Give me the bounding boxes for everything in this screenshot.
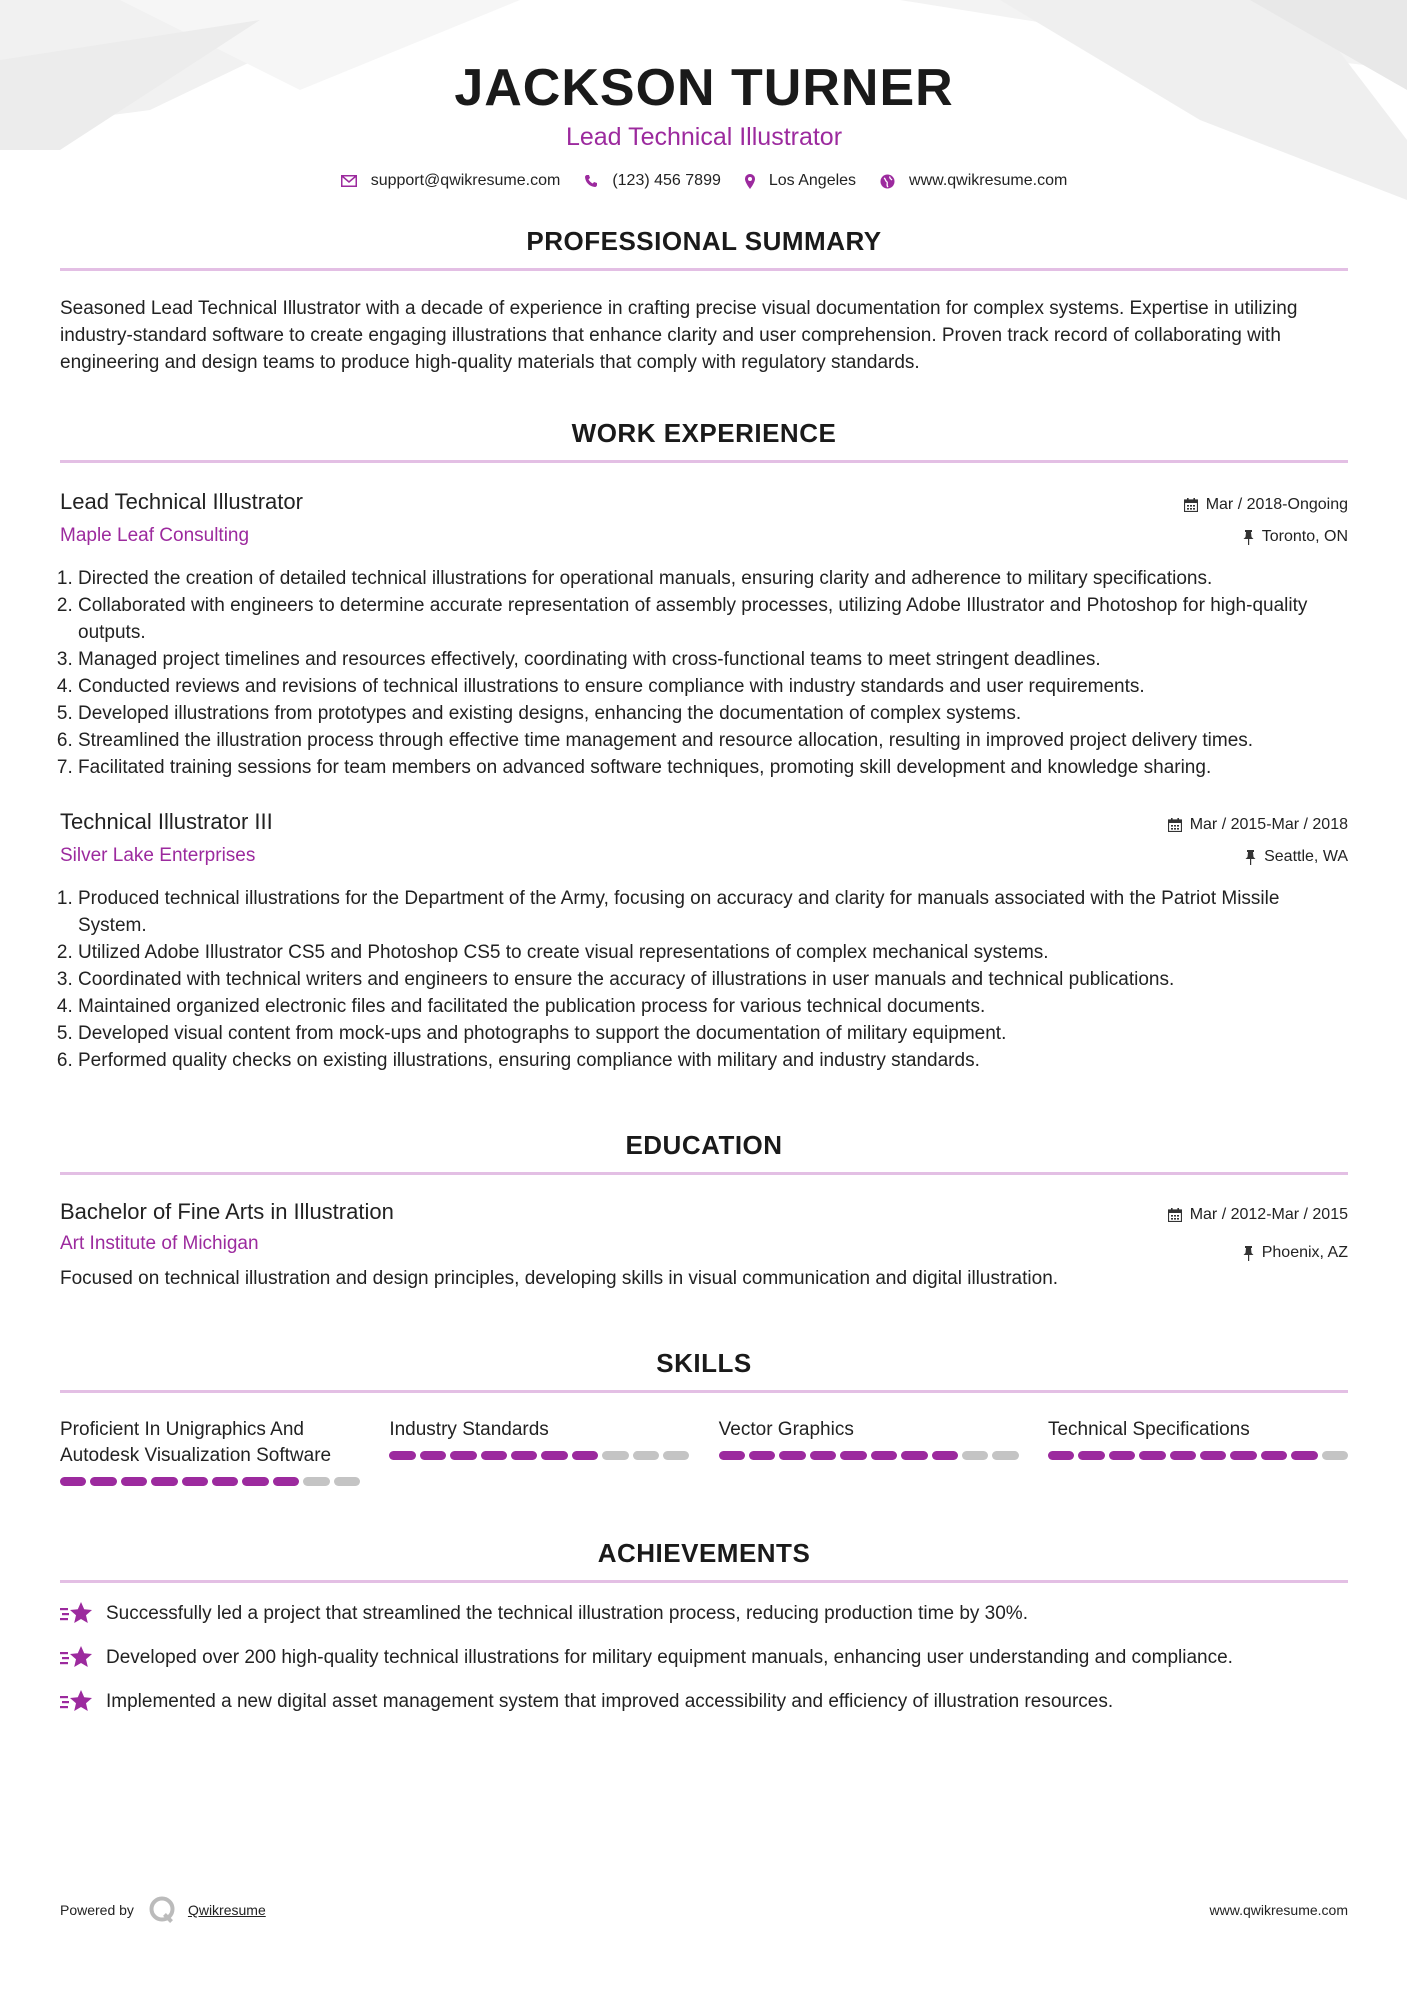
skill-item	[389, 1417, 689, 1486]
skill-name: Proficient In Unigraphics And Autodesk Visualization Software	[60, 1419, 332, 1466]
job-entry	[60, 487, 1348, 781]
qwikresume-link[interactable]: Qwikresume	[187, 1902, 266, 1918]
skill-name: Vector Graphics	[718, 1419, 854, 1440]
section-divider	[60, 1390, 1348, 1393]
section-title-skills: SKILLS	[656, 1348, 752, 1378]
work-section	[60, 418, 1348, 1074]
skill-dot-filled	[212, 1477, 238, 1486]
job-location: Seattle, WA	[1264, 848, 1348, 865]
achievements-section	[60, 1538, 1348, 1715]
resume-page	[60, 0, 1348, 1715]
school-name: Art Institute of Michigan	[60, 1233, 259, 1254]
skill-dot-filled	[1078, 1451, 1104, 1460]
skill-dot-filled	[511, 1451, 537, 1460]
skill-dot-empty	[334, 1477, 360, 1486]
section-divider	[60, 1580, 1348, 1583]
skill-dot-empty	[962, 1451, 988, 1460]
skill-dot-empty	[303, 1477, 329, 1486]
list-item: 3. Coordinated with technical writers and engineers to ensure the accuracy of illustrations in user manuals and technical publications.	[78, 966, 1348, 993]
job-dates: Mar / 2018-Ongoing	[1205, 496, 1348, 513]
list-item: 3. Managed project timelines and resources effectively, coordinating with cross-functional teams to meet stringent deadlines.	[78, 646, 1348, 673]
section-title-achievements: ACHIEVEMENTS	[597, 1538, 811, 1568]
skill-dot-filled	[242, 1477, 268, 1486]
summary-text: Seasoned Lead Technical Illustrator with a decade of experience in crafting precise visual documentation for complex systems. Expertise in utilizing industry-standard software to create engaging illustrations that enhance clarity and user comprehension. Proven track record of collaborating with engineering and design teams to produce high-quality materials that comply with regulatory standards.	[60, 298, 1298, 373]
section-title-work: WORK EXPERIENCE	[571, 418, 837, 448]
job-role: Technical Illustrator III	[60, 809, 273, 834]
list-item: 4. Conducted reviews and revisions of technical illustrations to ensure compliance with industry standards and user requirements.	[78, 673, 1348, 700]
calendar-icon	[1168, 818, 1182, 832]
envelope-icon	[341, 175, 357, 187]
education-section	[60, 1130, 1348, 1292]
list-item: 1. Directed the creation of detailed technical illustrations for operational manuals, ensuring clarity and adherence to military specifications.	[78, 565, 1348, 592]
resume-header	[60, 0, 1348, 190]
skill-rating	[389, 1451, 689, 1460]
star-badge-icon	[60, 1601, 94, 1627]
contact-email[interactable]	[341, 172, 561, 190]
job-bullet-list	[60, 565, 1348, 781]
skill-dot-filled	[90, 1477, 116, 1486]
skill-dot-filled	[273, 1477, 299, 1486]
summary-section	[60, 226, 1348, 376]
contact-location	[745, 172, 856, 190]
achievement-item	[60, 1644, 1348, 1671]
section-title-summary: PROFESSIONAL SUMMARY	[526, 226, 882, 256]
contact-bar	[60, 172, 1348, 190]
star-badge-icon	[60, 1645, 94, 1671]
map-pin-icon	[745, 174, 755, 189]
skill-dot-filled	[1230, 1451, 1256, 1460]
skill-dot-filled	[840, 1451, 866, 1460]
education-description: Focused on technical illustration and design principles, developing skills in visual communication and digital illustration.	[60, 1268, 1059, 1289]
job-entry	[60, 807, 1348, 1074]
qwikresume-logo-icon	[148, 1895, 178, 1925]
skill-item	[1048, 1417, 1348, 1486]
skills-grid	[60, 1417, 1348, 1486]
list-item: 2. Utilized Adobe Illustrator CS5 and Photoshop CS5 to create visual representations of complex mechanical systems.	[78, 939, 1348, 966]
skill-dot-filled	[1109, 1451, 1135, 1460]
skill-name: Technical Specifications	[1047, 1419, 1250, 1440]
skill-dot-filled	[572, 1451, 598, 1460]
phone-text: (123) 456 7899	[612, 172, 721, 189]
skill-dot-filled	[810, 1451, 836, 1460]
contact-website[interactable]	[880, 172, 1067, 190]
skill-dot-filled	[719, 1451, 745, 1460]
skill-dot-filled	[1139, 1451, 1165, 1460]
pushpin-icon	[1245, 850, 1256, 865]
section-divider	[60, 268, 1348, 271]
skill-dot-filled	[932, 1451, 958, 1460]
skill-dot-empty	[663, 1451, 689, 1460]
skill-dot-filled	[1048, 1451, 1074, 1460]
section-divider	[60, 460, 1348, 463]
pushpin-icon	[1243, 530, 1254, 545]
section-divider	[60, 1172, 1348, 1175]
page-footer	[60, 1895, 1348, 1925]
skill-dot-filled	[182, 1477, 208, 1486]
list-item: 1. Produced technical illustrations for the Department of the Army, focusing on accuracy and clarity for manuals associated with the Patriot Missile System.	[78, 885, 1348, 939]
degree-name: Bachelor of Fine Arts in Illustration	[60, 1199, 394, 1224]
skill-dot-filled	[481, 1451, 507, 1460]
skill-item	[60, 1417, 360, 1486]
education-dates: Mar / 2012-Mar / 2015	[1189, 1206, 1348, 1223]
education-location: Phoenix, AZ	[1261, 1244, 1348, 1261]
list-item: 6. Performed quality checks on existing illustrations, ensuring compliance with military and industry standards.	[78, 1047, 1348, 1074]
job-role: Lead Technical Illustrator	[60, 489, 303, 514]
job-company: Maple Leaf Consulting	[60, 525, 250, 546]
skill-dot-filled	[871, 1451, 897, 1460]
powered-by-label: Powered by	[60, 1902, 134, 1918]
candidate-name: JACKSON TURNER	[454, 59, 954, 117]
skill-rating	[60, 1477, 360, 1486]
star-badge-icon	[60, 1689, 94, 1715]
email-text: support@qwikresume.com	[370, 172, 561, 189]
education-entry	[60, 1197, 1348, 1292]
globe-icon	[880, 174, 895, 189]
skill-dot-filled	[541, 1451, 567, 1460]
list-item: 4. Maintained organized electronic files and facilitated the publication process for various technical documents.	[78, 993, 1348, 1020]
phone-icon	[584, 174, 598, 188]
list-item: 5. Developed visual content from mock-ups and photographs to support the documentation of military equipment.	[78, 1020, 1348, 1047]
calendar-icon	[1168, 1208, 1182, 1222]
footer-website[interactable]: www.qwikresume.com	[1209, 1902, 1348, 1918]
skill-dot-filled	[779, 1451, 805, 1460]
skill-dot-filled	[450, 1451, 476, 1460]
job-bullet-list	[60, 885, 1348, 1074]
skill-dot-empty	[992, 1451, 1018, 1460]
skill-name: Industry Standards	[389, 1419, 549, 1440]
skill-rating	[1048, 1451, 1348, 1460]
calendar-icon	[1184, 498, 1198, 512]
achievement-text: Implemented a new digital asset management system that improved accessibility and efficiency of illustration resources.	[106, 1691, 1114, 1712]
achievement-text: Successfully led a project that streamlined the technical illustration process, reducing production time by 30%.	[106, 1603, 1028, 1624]
footer-branding	[60, 1895, 266, 1925]
location-text: Los Angeles	[768, 172, 857, 189]
skill-dot-filled	[151, 1477, 177, 1486]
skills-section	[60, 1348, 1348, 1486]
achievement-item	[60, 1688, 1348, 1715]
job-dates: Mar / 2015-Mar / 2018	[1189, 816, 1348, 833]
skill-dot-empty	[633, 1451, 659, 1460]
achievement-text: Developed over 200 high-quality technical illustrations for military equipment manuals, enhancing user understanding and compliance.	[106, 1647, 1233, 1668]
job-company: Silver Lake Enterprises	[60, 845, 256, 866]
candidate-title: Lead Technical Illustrator	[565, 123, 843, 151]
skill-dot-filled	[121, 1477, 147, 1486]
skill-dot-empty	[602, 1451, 628, 1460]
list-item: 5. Developed illustrations from prototypes and existing designs, enhancing the documentation of complex systems.	[78, 700, 1348, 727]
list-item: 7. Facilitated training sessions for team members on advanced software techniques, promoting skill development and knowledge sharing.	[78, 754, 1348, 781]
achievement-item	[60, 1600, 1348, 1627]
skill-rating	[719, 1451, 1019, 1460]
website-text: www.qwikresume.com	[909, 172, 1068, 189]
skill-dot-filled	[60, 1477, 86, 1486]
skill-item	[719, 1417, 1019, 1486]
skill-dot-filled	[1200, 1451, 1226, 1460]
skill-dot-filled	[901, 1451, 927, 1460]
skill-dot-filled	[749, 1451, 775, 1460]
section-title-education: EDUCATION	[625, 1130, 783, 1160]
list-item: 2. Collaborated with engineers to determine accurate representation of assembly processes, utilizing Adobe Illustrator and Photoshop for high-quality outputs.	[78, 592, 1348, 646]
pushpin-icon	[1243, 1246, 1254, 1261]
skill-dot-filled	[420, 1451, 446, 1460]
job-location: Toronto, ON	[1261, 528, 1348, 545]
list-item: 6. Streamlined the illustration process through effective time management and resource allocation, resulting in improved project delivery times.	[78, 727, 1348, 754]
skill-dot-filled	[389, 1451, 415, 1460]
skill-dot-filled	[1170, 1451, 1196, 1460]
skill-dot-filled	[1261, 1451, 1287, 1460]
skill-dot-filled	[1291, 1451, 1317, 1460]
skill-dot-empty	[1322, 1451, 1348, 1460]
contact-phone[interactable]	[584, 172, 721, 190]
